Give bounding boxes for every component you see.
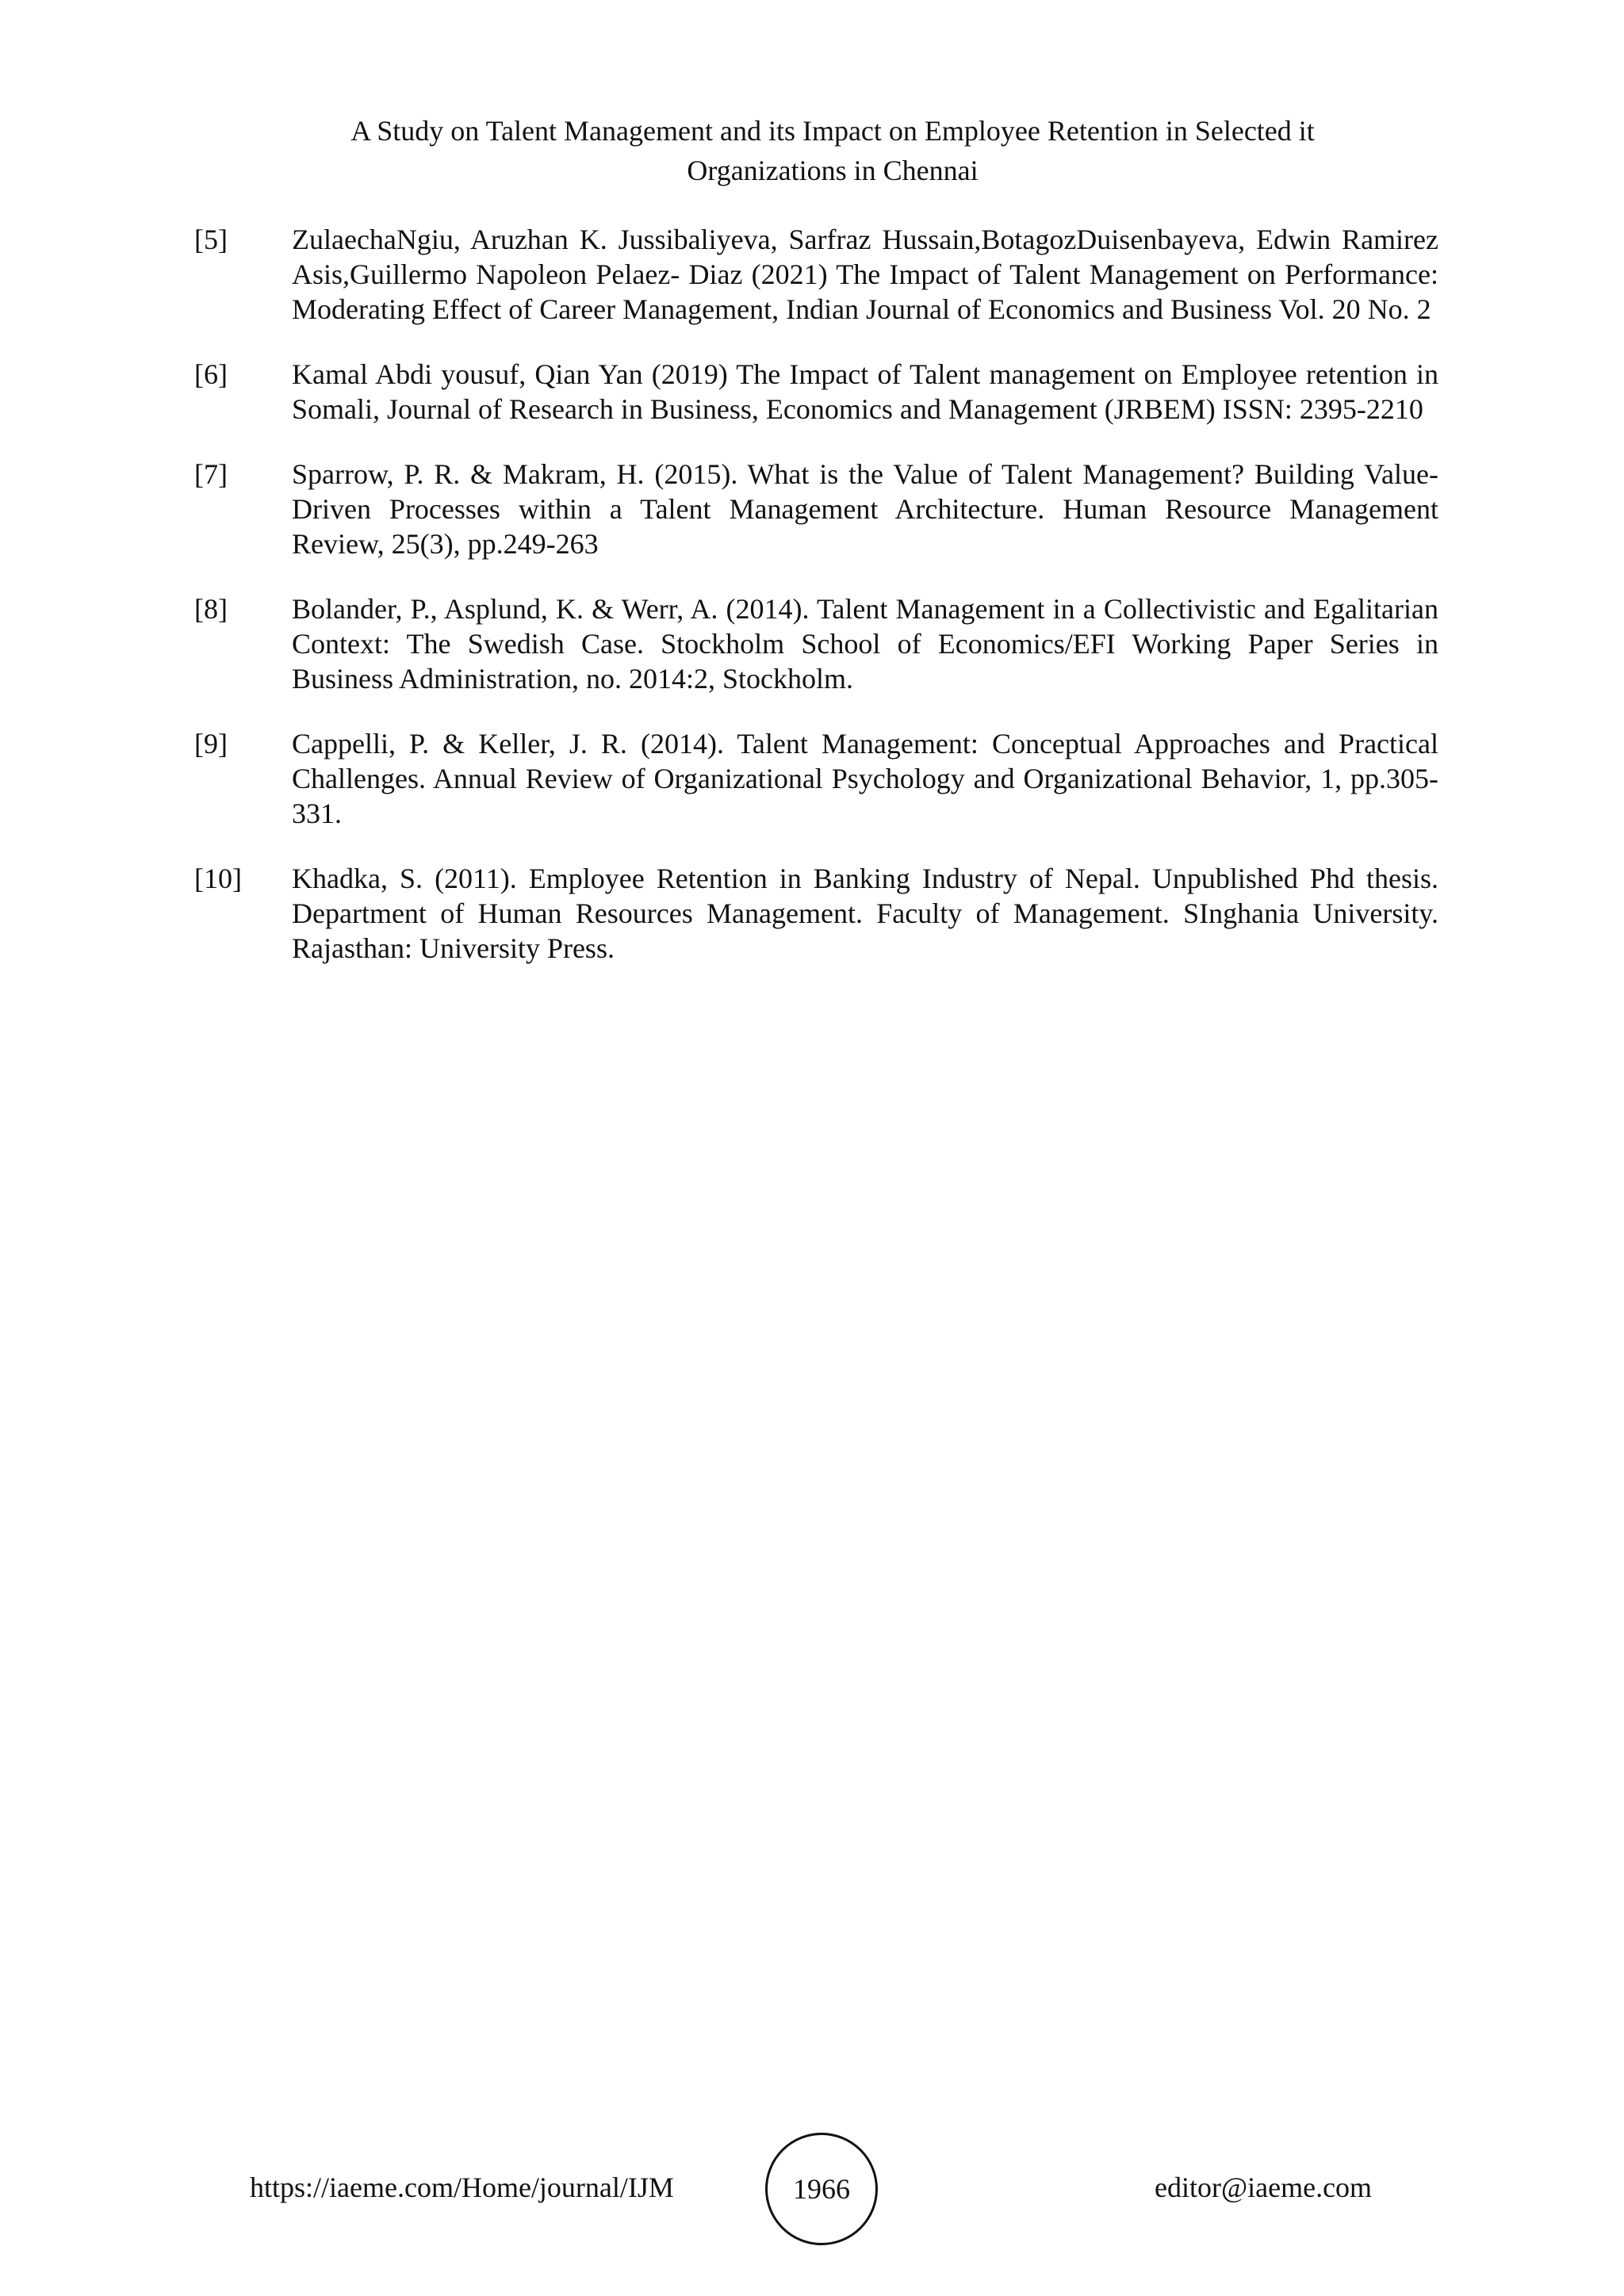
reference-text: Khadka, S. (2011). Employee Retention in Banking Industry of Nepal. Unpublished Phd thesis. Department of Human Resources Management. Faculty of Management. SInghania University. Rajasthan: University Press. <box>292 863 1438 964</box>
reference-number: [6] <box>194 358 228 390</box>
header-title-line-2: Organizations in Chennai <box>687 155 979 186</box>
reference-number: [9] <box>194 728 228 760</box>
running-header <box>238 111 1427 190</box>
page-number: 1966 <box>765 2133 878 2245</box>
page-footer <box>0 2133 1624 2244</box>
reference-item <box>0 457 1624 561</box>
reference-list <box>0 222 1624 996</box>
reference-item <box>0 726 1624 831</box>
reference-text: Kamal Abdi yousuf, Qian Yan (2019) The Impact of Talent management on Employee retention in Somali, Journal of Research in Business, Economics and Management (JRBEM) ISSN: 2395-2210 <box>292 358 1438 425</box>
editor-email-link[interactable]: editor@iaeme.com <box>1155 2172 1373 2203</box>
header-title-line-1: A Study on Talent Management and its Impact on Employee Retention in Selected it <box>350 115 1315 147</box>
reference-text: ZulaechaNgiu, Aruzhan K. Jussibaliyeva, Sarfraz Hussain,BotagozDuisenbayeva, Edwin Ramirez Asis,Guillermo Napoleon Pelaez- Diaz (2021) The Impact of Talent Management on Performance: Moderating Effect of Career Management, Indian Journal of Economics and Business Vol. 20 No. 2 <box>292 224 1438 325</box>
reference-item <box>0 591 1624 696</box>
reference-text: Sparrow, P. R. & Makram, H. (2015). What is the Value of Talent Management? Building Value-Driven Processes within a Talent Management Architecture. Human Resource Management Review, 25(3), pp.249-263 <box>292 458 1438 560</box>
reference-item <box>0 861 1624 966</box>
reference-number: [5] <box>194 224 228 255</box>
reference-text: Cappelli, P. & Keller, J. R. (2014). Talent Management: Conceptual Approaches and Practical Challenges. Annual Review of Organizational Psychology and Organizational Behavior, 1, pp.305-331. <box>292 728 1438 829</box>
reference-number: [8] <box>194 593 228 625</box>
journal-url-link[interactable]: https://iaeme.com/Home/journal/IJM <box>250 2172 674 2203</box>
reference-item <box>0 222 1624 327</box>
reference-item <box>0 357 1624 427</box>
reference-number: [10] <box>194 863 242 894</box>
reference-text: Bolander, P., Asplund, K. & Werr, A. (2014). Talent Management in a Collectivistic and Egalitarian Context: The Swedish Case. Stockholm School of Economics/EFI Working Paper Series in Business Administration, no. 2014:2, Stockholm. <box>292 593 1438 695</box>
reference-number: [7] <box>194 458 228 490</box>
